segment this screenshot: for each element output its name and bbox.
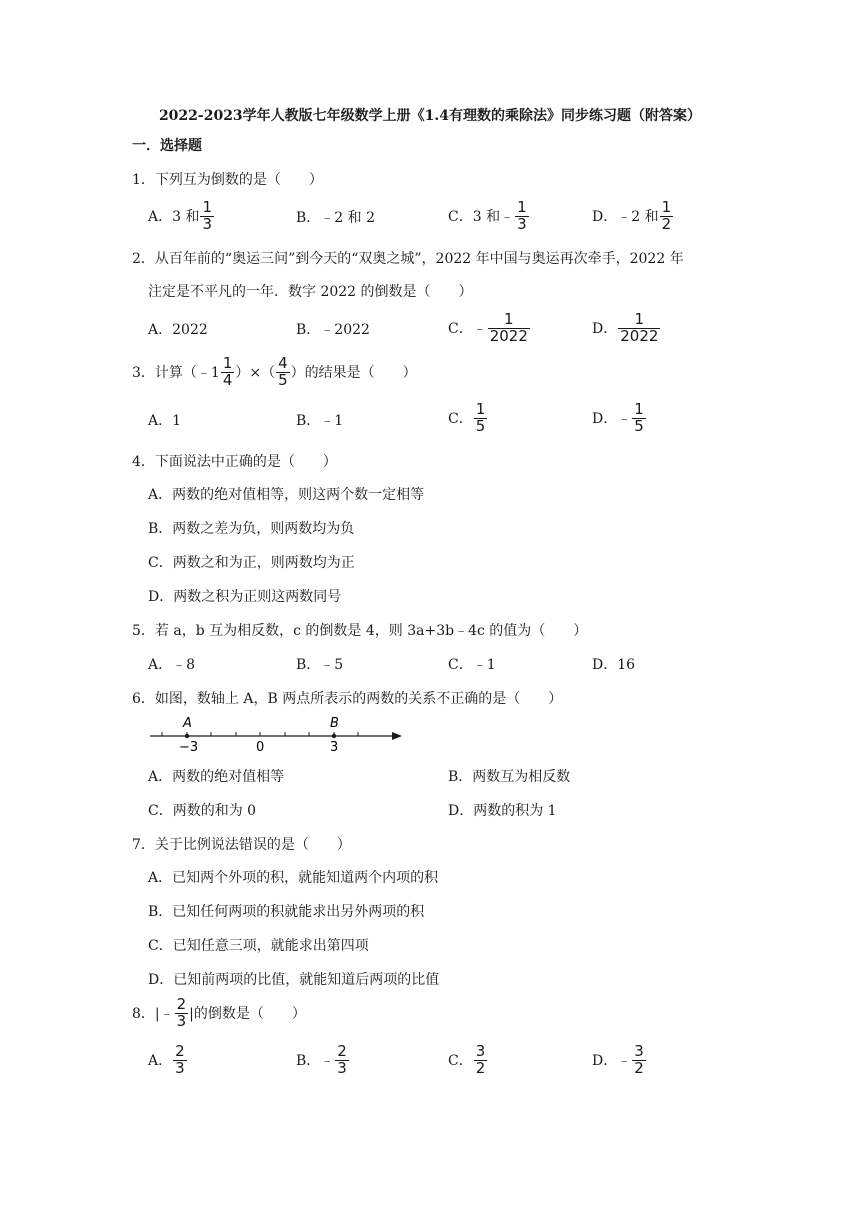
question-4-option-c[interactable]: C．两数之和为正，则两数均为正	[148, 555, 355, 571]
question-4-option-d[interactable]: D．两数之积为正则这两数同号	[148, 589, 342, 605]
page-title: 2022-2023学年人教版七年级数学上册《1.4有理数的乘除法》同步练习题（附答案）	[158, 108, 702, 124]
point-b-marker	[332, 734, 336, 738]
point-b-label: B	[330, 716, 339, 731]
question-6-stem: 6．如图，数轴上 A，B 两点所表示的两数的关系不正确的是（ ）	[132, 691, 563, 707]
question-2-option-d[interactable]: D． $\frac{1}{2022}$	[592, 310, 659, 345]
question-4-stem: 4．下面说法中正确的是（ ）	[132, 454, 337, 470]
question-7-option-c[interactable]: C．已知任意三项，就能求出第四项	[148, 938, 369, 954]
number-line-figure	[146, 712, 408, 754]
question-5-option-a[interactable]: A．﹣8	[148, 657, 196, 673]
question-3-stem: 3．计算（﹣1 $\frac{1}{4}$ ）×（ $\frac{4}{5}$ ）的结果是（ ）	[132, 354, 417, 389]
question-6-option-c[interactable]: C．两数的和为 0	[148, 803, 257, 819]
question-6-option-a[interactable]: A．两数的绝对值相等	[148, 769, 285, 785]
fraction: $\frac{1}{3}$	[202, 198, 213, 233]
question-7-option-a[interactable]: A．已知两个外项的积，就能知道两个内项的积	[148, 870, 439, 886]
question-1-option-b[interactable]: B．﹣2 和 2	[296, 210, 376, 226]
tick-label-neg3: −3	[179, 740, 199, 754]
question-1-option-d[interactable]: D． ﹣2 和 $\frac{1}{2}$	[592, 198, 672, 233]
fraction: $\frac{1}{2022}$	[489, 310, 528, 345]
fraction: $\frac{1}{5}$	[634, 400, 644, 435]
question-4-option-b[interactable]: B．两数之差为负，则两数均为负	[148, 521, 355, 537]
question-2-stem-line-2: 注定是不平凡的一年．数字 2022 的倒数是（ ）	[148, 284, 473, 300]
question-5-option-c[interactable]: C．﹣1	[448, 657, 496, 673]
fraction: $\frac{2}{3}$	[175, 1042, 185, 1077]
fraction: $\frac{1}{4}$	[222, 354, 233, 389]
tick-label-0: 0	[256, 740, 265, 754]
question-3-option-c[interactable]: C． $\frac{1}{5}$	[448, 400, 486, 435]
question-4-option-a[interactable]: A．两数的绝对值相等，则这两个数一定相等	[148, 487, 425, 503]
question-8-option-d[interactable]: D． ﹣ $\frac{3}{2}$	[592, 1042, 644, 1077]
question-6-option-b[interactable]: B．两数互为相反数	[448, 769, 571, 785]
question-8-option-a[interactable]: A． $\frac{2}{3}$	[148, 1042, 185, 1077]
question-8-option-b[interactable]: B． ﹣ $\frac{2}{3}$	[296, 1042, 347, 1077]
question-1-stem: 1．下列互为倒数的是（ ）	[132, 172, 323, 188]
question-3-option-a[interactable]: A．1	[148, 413, 182, 429]
fraction: $\frac{2}{3}$	[176, 995, 187, 1030]
question-3-option-d[interactable]: D． ﹣ $\frac{1}{5}$	[592, 400, 644, 435]
fraction: $\frac{3}{2}$	[475, 1042, 486, 1077]
question-5-option-b[interactable]: B．﹣5	[296, 657, 344, 673]
question-8-option-c[interactable]: C． $\frac{3}{2}$	[448, 1042, 486, 1077]
fraction: $\frac{1}{5}$	[475, 400, 486, 435]
fraction: $\frac{1}{2}$	[661, 198, 672, 233]
question-1-option-c[interactable]: C． 3 和﹣ $\frac{1}{3}$	[448, 198, 527, 233]
point-a-label: A	[183, 716, 192, 731]
section-heading: 一．选择题	[132, 138, 202, 154]
fraction: $\frac{1}{2022}$	[620, 310, 659, 345]
question-2-stem-line-1: 2．从百年前的“奥运三问”到今天的“双奥之城”，2022 年中国与奥运再次牵手，2022 年	[132, 251, 684, 267]
question-2-option-a[interactable]: A．2022	[148, 322, 208, 338]
question-2-option-c[interactable]: C． ﹣ $\frac{1}{2022}$	[448, 310, 528, 345]
question-7-option-d[interactable]: D．已知前两项的比值，就能知道后两项的比值	[148, 972, 440, 988]
question-1-option-a[interactable]: A． 3 和 $\frac{1}{3}$	[148, 198, 213, 233]
fraction: $\frac{1}{3}$	[517, 198, 527, 233]
fraction: $\frac{3}{2}$	[634, 1042, 644, 1077]
question-5-stem: 5．若 a，b 互为相反数，c 的倒数是 4，则 3a+3b﹣4c 的值为（ ）	[132, 623, 588, 639]
tick-label-3: 3	[330, 740, 339, 754]
fraction: $\frac{4}{5}$	[278, 354, 288, 389]
question-7-stem: 7．关于比例说法错误的是（ ）	[132, 837, 351, 853]
fraction: $\frac{2}{3}$	[337, 1042, 347, 1077]
question-6-option-d[interactable]: D．两数的积为 1	[448, 803, 557, 819]
question-3-option-b[interactable]: B．﹣1	[296, 413, 344, 429]
point-a-marker	[185, 734, 189, 738]
question-5-option-d[interactable]: D．16	[592, 657, 636, 673]
question-7-option-b[interactable]: B．已知任何两项的积就能求出另外两项的积	[148, 904, 425, 920]
question-8-stem: 8．|﹣ $\frac{2}{3}$ |的倒数是（ ）	[132, 995, 306, 1030]
question-2-option-b[interactable]: B．﹣2022	[296, 322, 370, 338]
axis-arrow-icon	[392, 732, 402, 740]
